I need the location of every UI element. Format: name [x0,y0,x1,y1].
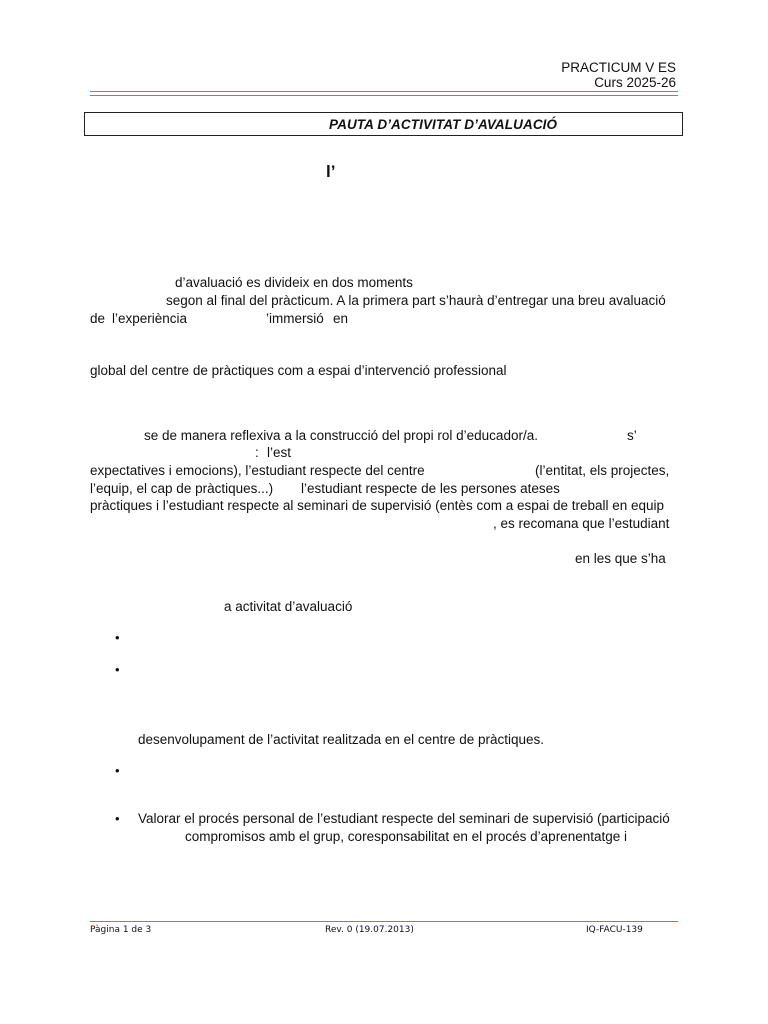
title-box [84,112,683,136]
bullet-2: • [115,662,120,677]
paragraph-1-line-1: d’avaluació es divideix en dos moments [175,275,413,290]
paragraph-3-line-2-a: : [255,445,259,460]
paragraph-3-line-4-b: l’estudiant respecte de les persones ateses [301,481,560,496]
section-heading-fragment: l’ [326,162,336,181]
bullet-4-line-1: Valorar el procés personal de l’estudiant respecte del seminari de supervisió (participació [138,811,670,826]
paragraph-2: global del centre de pràctiques com a espai d’intervenció professional [90,363,507,378]
paragraph-1-word-en: en [333,311,349,326]
paragraph-3-line-7: en les que s’ha [575,551,666,566]
paragraph-3-line-5: pràctiques i l’estudiant respecte al seminari de supervisió (entès com a espai de treball en equip [90,498,665,513]
bullet-1: • [115,630,120,645]
paragraph-5: desenvolupament de l’activitat realitzada en el centre de pràctiques. [138,732,544,747]
paragraph-3-line-3-b: (l’entitat, els projectes, [535,463,670,478]
paragraph-4: a activitat d’avaluació [224,599,353,614]
course-name: PRACTICUM V ES [561,60,676,75]
paragraph-1-word-experiencia: l’experiència [112,311,188,326]
paragraph-3-line-6: , es recomana que l’estudiant [493,516,670,531]
paragraph-3-line-4-a: l’equip, el cap de pràctiques...) [90,481,274,496]
course-header [561,60,676,90]
paragraph-3-line-1-a: se de manera reflexiva a la construcció del propi rol d’educador/a. [144,428,538,443]
footer-rule [90,921,678,922]
footer-revision: Rev. 0 (19.07.2013) [325,925,414,935]
paragraph-1-line-2: segon al final del pràcticum. A la primera part s’haurà d’entregar una breu avaluació [166,293,666,308]
paragraph-1-word-immersio: ’immersió [266,311,324,326]
paragraph-3-line-1-b: s’ [627,428,637,443]
paragraph-3-line-3-a: expectatives i emocions), l’estudiant respecte del centre [90,463,425,478]
bullet-3: • [115,763,120,778]
header-rule-top [90,91,678,92]
bullet-4: • [115,811,120,826]
paragraph-3-line-2-b: l’est [267,445,292,460]
header-rule-bottom [90,95,678,96]
footer-document-code: IQ-FACU-139 [586,925,643,935]
footer-page-number: Pàgina 1 de 3 [90,925,152,935]
bullet-4-line-2: compromisos amb el grup, coresponsabilitat en el procés d’aprenentatge i [185,829,627,844]
page-title: PAUTA D’ACTIVITAT D’AVALUACIÓ [329,117,558,132]
course-year: Curs 2025-26 [594,75,676,90]
paragraph-1-word-de: de [90,311,106,326]
